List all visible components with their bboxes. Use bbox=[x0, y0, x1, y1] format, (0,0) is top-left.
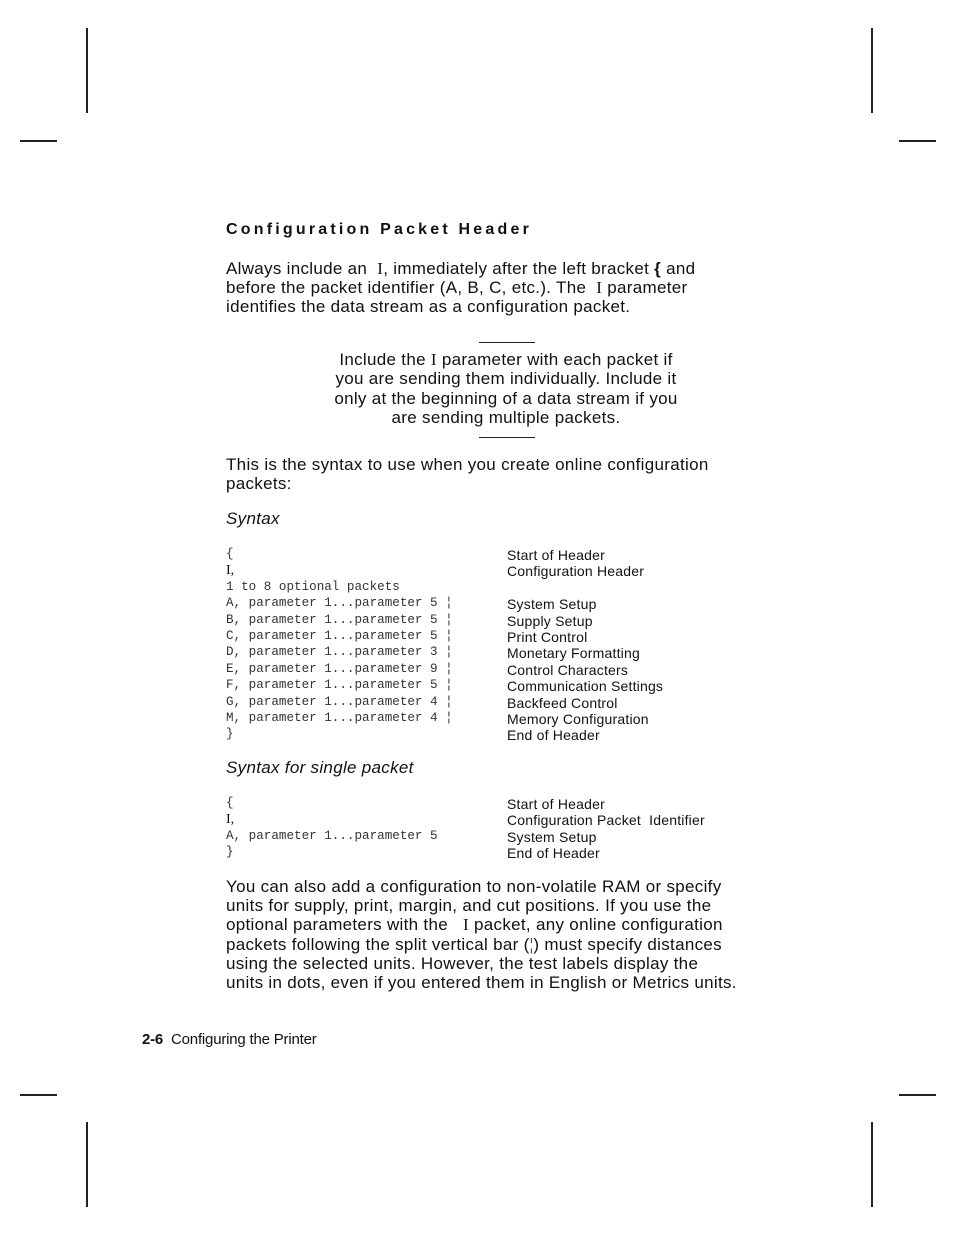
syntax-description: Configuration Packet Identifier bbox=[507, 812, 705, 829]
closing-line-6: units in dots, even if you entered them in English or Metrics units. bbox=[226, 973, 737, 993]
note-line-4: are sending multiple packets. bbox=[391, 407, 621, 427]
syntax-description: Backfeed Control bbox=[507, 694, 618, 711]
note-rule-bottom bbox=[479, 437, 535, 438]
syntax-intro-line-2: packets: bbox=[226, 474, 292, 494]
closing-line-5: using the selected units. However, the test labels display the bbox=[226, 953, 699, 973]
intro-line-2: before the packet identifier (A, B, C, etc.). The I parameter bbox=[226, 278, 688, 298]
syntax-description: Configuration Header bbox=[507, 563, 645, 580]
syntax-code: D, parameter 1...parameter 3 ¦ bbox=[226, 645, 453, 660]
i-parameter: I bbox=[596, 278, 603, 298]
syntax-description: Communication Settings bbox=[507, 678, 664, 695]
crop-mark-bottom-right-vertical bbox=[871, 1122, 873, 1207]
syntax-code: F, parameter 1...parameter 5 ¦ bbox=[226, 678, 453, 693]
closing-paragraph bbox=[226, 877, 737, 992]
left-bracket: { bbox=[654, 259, 662, 278]
syntax-description: Print Control bbox=[507, 628, 588, 645]
closing-line-3: optional parameters with the I packet, any online configuration bbox=[226, 915, 723, 935]
i-parameter: I bbox=[463, 915, 470, 935]
syntax-code: 1 to 8 optional packets bbox=[226, 579, 400, 594]
closing-line-4: packets following the split vertical bar (¦) must specify distances bbox=[226, 934, 722, 954]
syntax-code: I, bbox=[226, 563, 235, 579]
syntax-description: Supply Setup bbox=[507, 612, 593, 629]
syntax-code: G, parameter 1...parameter 4 ¦ bbox=[226, 694, 453, 709]
chapter-title: Configuring the Printer bbox=[171, 1031, 317, 1048]
syntax-code: B, parameter 1...parameter 5 ¦ bbox=[226, 612, 453, 627]
note-line-1: Include the I parameter with each packet if bbox=[339, 350, 673, 369]
syntax-code: } bbox=[226, 845, 234, 860]
intro-line-3: identifies the data stream as a configuration packet. bbox=[226, 297, 631, 317]
i-parameter: I bbox=[430, 350, 437, 369]
syntax-description: End of Header bbox=[507, 727, 600, 744]
syntax-code: E, parameter 1...parameter 9 ¦ bbox=[226, 661, 453, 676]
syntax-description: Control Characters bbox=[507, 661, 629, 678]
page-number: 2-6 bbox=[142, 1031, 164, 1048]
note-box bbox=[296, 350, 716, 427]
crop-mark-top-left-horizontal bbox=[20, 140, 57, 142]
syntax-code: { bbox=[226, 547, 234, 561]
syntax-code: A, parameter 1...parameter 5 ¦ bbox=[226, 596, 453, 611]
syntax-description: System Setup bbox=[507, 596, 597, 613]
intro-paragraph bbox=[226, 259, 695, 317]
syntax-description: Start of Header bbox=[507, 796, 605, 812]
crop-mark-top-right-vertical bbox=[871, 28, 873, 113]
syntax-code: { bbox=[226, 796, 234, 810]
page-footer bbox=[142, 1031, 317, 1048]
syntax-code: I, bbox=[226, 812, 235, 828]
i-parameter: I bbox=[377, 259, 384, 278]
crop-mark-bottom-left-horizontal bbox=[20, 1094, 57, 1096]
intro-line-1: Always include an I, immediately after the left bracket { and bbox=[226, 259, 696, 278]
crop-mark-bottom-left-vertical bbox=[86, 1122, 88, 1207]
syntax-description: System Setup bbox=[507, 828, 597, 845]
syntax-code: M, parameter 1...parameter 4 ¦ bbox=[226, 710, 453, 725]
split-bar: ¦ bbox=[529, 934, 534, 954]
syntax-title: Syntax bbox=[226, 509, 280, 528]
syntax-description: End of Header bbox=[507, 845, 600, 862]
syntax-intro-paragraph bbox=[226, 455, 709, 493]
syntax-description: Monetary Formatting bbox=[507, 645, 640, 662]
note-rule-top bbox=[479, 342, 535, 343]
single-packet-title: Syntax for single packet bbox=[226, 758, 414, 777]
closing-line-1: You can also add a configuration to non-volatile RAM or specify bbox=[226, 877, 722, 896]
syntax-intro-line-1: This is the syntax to use when you create online configuration bbox=[226, 455, 709, 474]
syntax-description: Memory Configuration bbox=[507, 710, 649, 727]
closing-line-2: units for supply, print, margin, and cut positions. If you use the bbox=[226, 896, 712, 916]
note-line-2: you are sending them individually. Include it bbox=[335, 369, 677, 389]
note-line-3: only at the beginning of a data stream if you bbox=[334, 388, 678, 408]
crop-mark-bottom-right-horizontal bbox=[899, 1094, 936, 1096]
syntax-code: } bbox=[226, 727, 234, 742]
syntax-description: Start of Header bbox=[507, 547, 605, 563]
section-heading: Configuration Packet Header bbox=[226, 221, 533, 238]
syntax-code: A, parameter 1...parameter 5 bbox=[226, 828, 438, 843]
syntax-code: C, parameter 1...parameter 5 ¦ bbox=[226, 628, 453, 643]
crop-mark-top-left-vertical bbox=[86, 28, 88, 113]
crop-mark-top-right-horizontal bbox=[899, 140, 936, 142]
